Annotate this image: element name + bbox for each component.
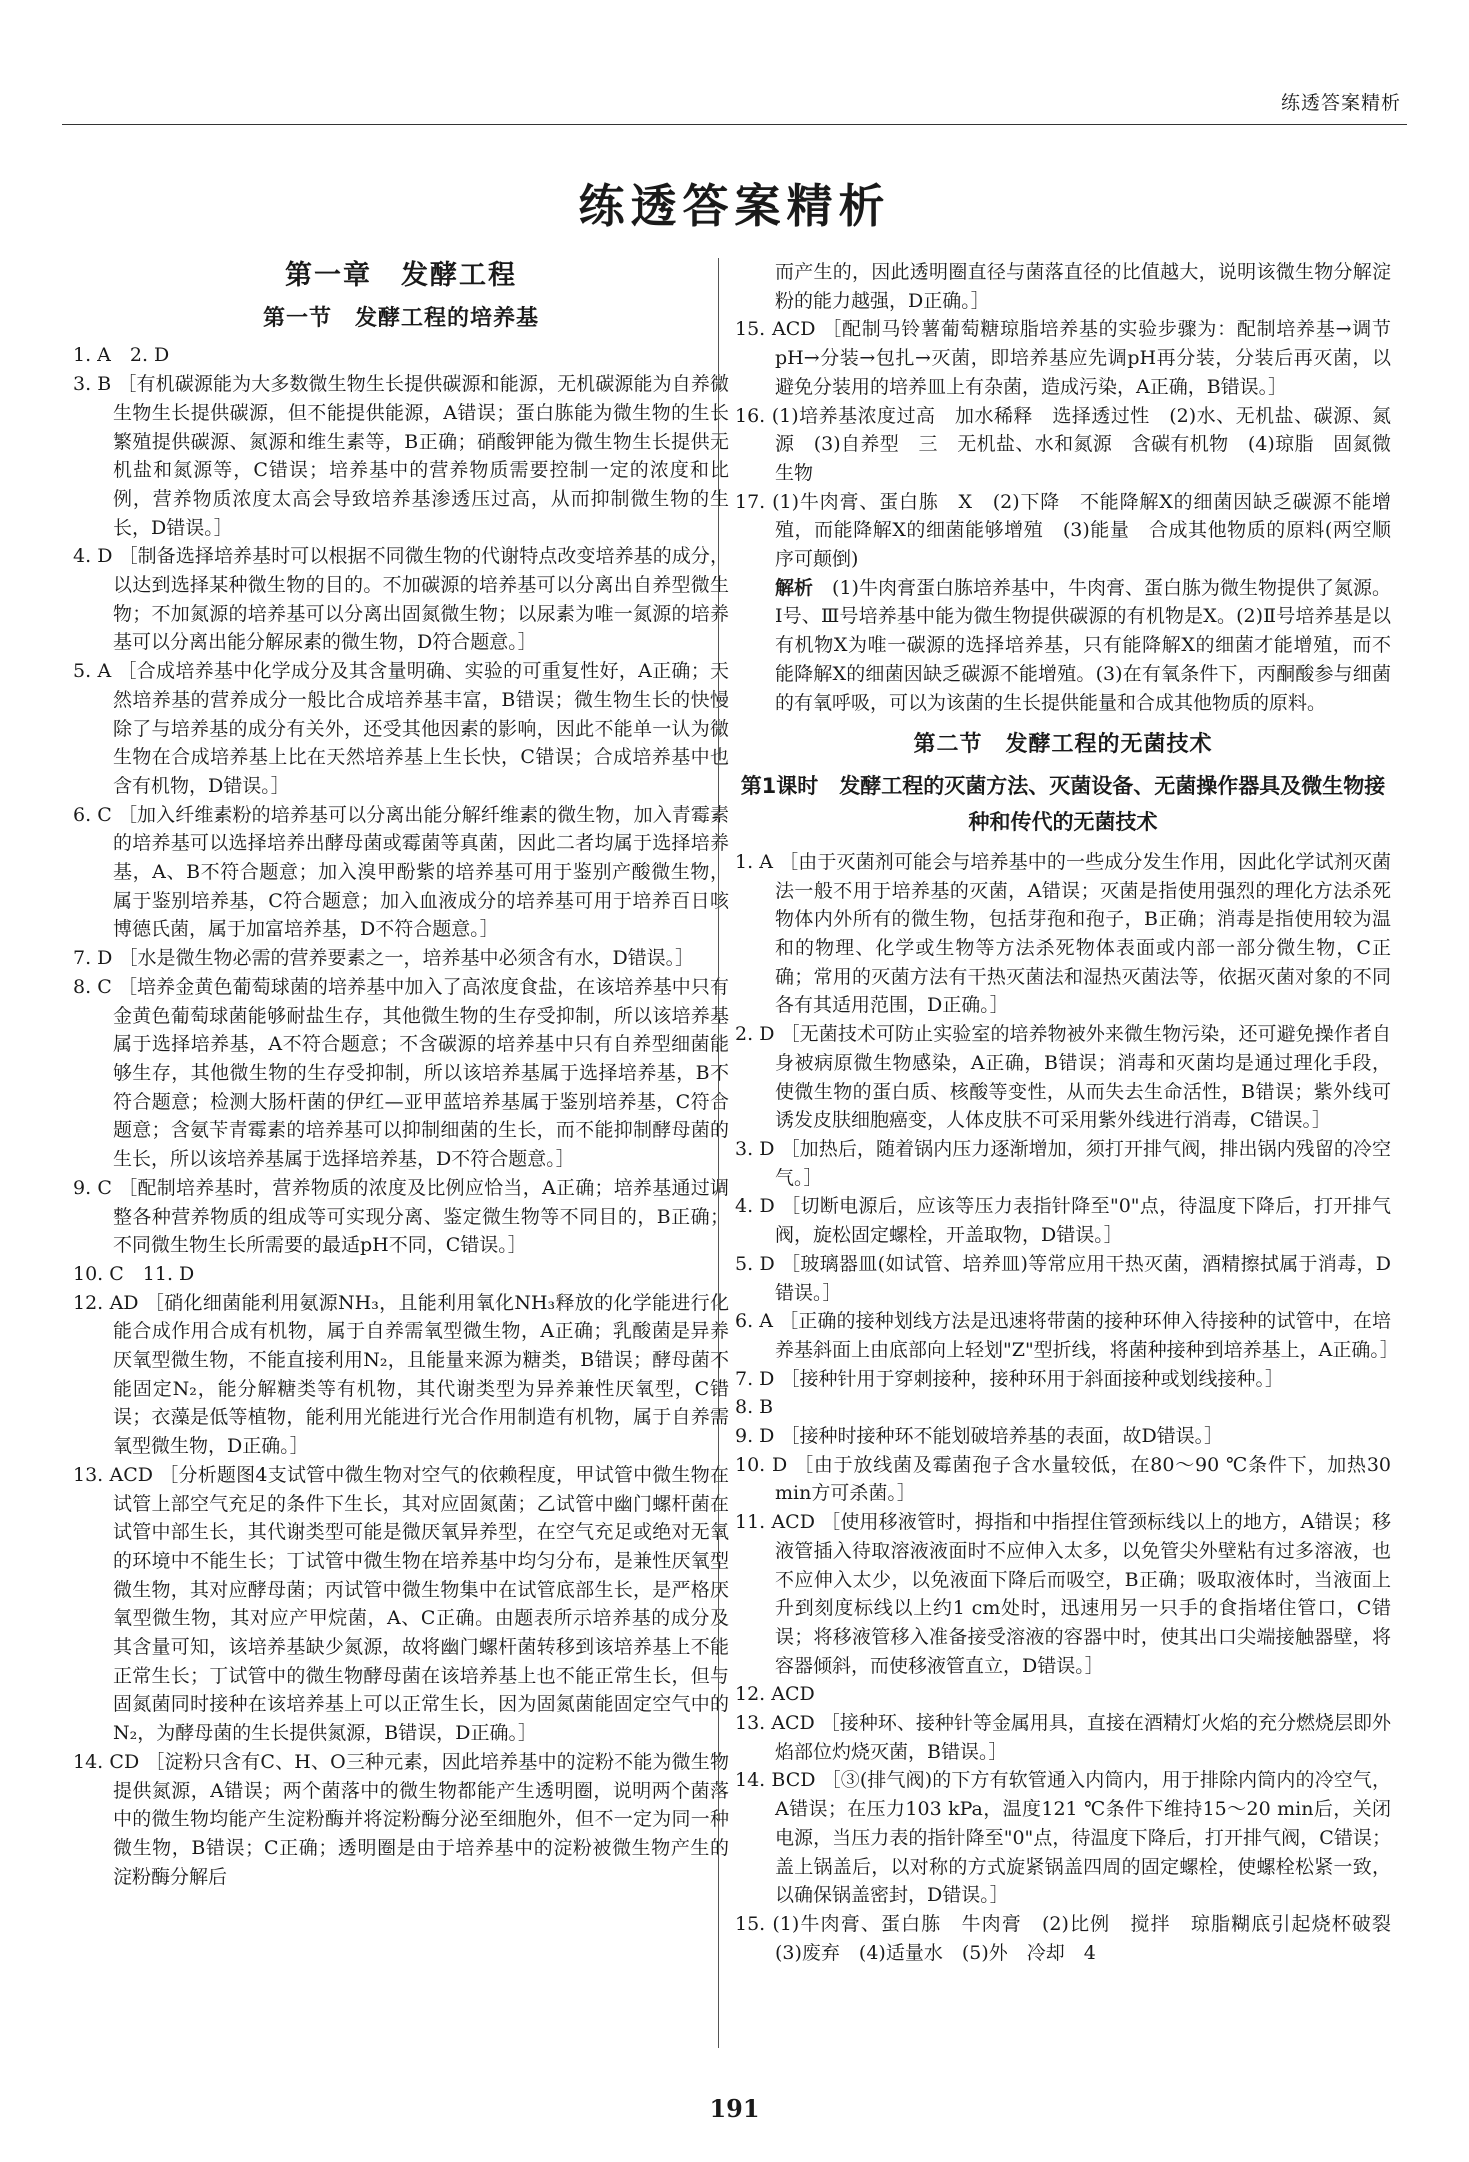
answer-item: 3. B ［有机碳源能为大多数微生物生长提供碳源和能源，无机碳源能为自养微生物生长提供碳源，但不能提供能源，A错误；蛋白胨能为微生物的生长繁殖提供碳源、氮源和维生素等，B正确；硝酸钾能为微生物生长提供无机盐和氮源等，C错误；培养基中的营养物质需要控制一定的浓度和比例，营养物质浓度太高会导致培养基渗透压过高，从而抑制微生物的生长，D错误。］: [73, 373, 729, 539]
answer-item: 1. A ［由于灭菌剂可能会与培养基中的一些成分发生作用，因此化学试剂灭菌法一般不用于培养基的灭菌，A错误；灭菌是指使用强烈的理化方法杀死物体内外所有的微生物，包括芽孢和孢子，B正确；消毒是指使用较为温和的物理、化学或生物等方法杀死物体表面或内部一部分微生物，C正确；常用的灭菌方法有干热灭菌法和湿热灭菌法等，依据灭菌对象的不同各有其适用范围，D正确。］: [735, 850, 1391, 1017]
answer-continuation: 而产生的，因此透明圈直径与菌落直径的比值越大，说明该微生物分解淀粉的能力越强，D正确。］: [775, 261, 1391, 312]
answer-item: 10. D ［由于放线菌及霉菌孢子含水量较低，在80～90 ℃条件下，加热30 min方可杀菌。］: [735, 1453, 1391, 1505]
analysis-paragraph: [735, 574, 1391, 718]
analysis-label: 解析: [775, 576, 814, 599]
answer-item: 5. A ［合成培养基中化学成分及其含量明确、实验的可重复性好，A正确；天然培养基的营养成分一般比合成培养基丰富，B错误；微生物生长的快慢除了与培养基的成分有关外，还受其他因素的影响，因此不能单一认为微生物在合成培养基上比在天然培养基上生长快，C错误；合成培养基中也含有机物，D错误。］: [73, 660, 729, 797]
analysis-text: (1)牛肉膏蛋白胨培养基中，牛肉膏、蛋白胨为微生物提供了氮源。Ⅰ号、Ⅲ号培养基中能为微生物提供碳源的有机物是X。(2)Ⅱ号培养基是以有机物X为唯一碳源的选择培养基，只有能降解X的细菌才能增殖，而不能降解X的细菌因缺乏碳源不能增殖。(3)在有氧条件下，丙酮酸参与细菌的有氧呼吸，可以为该菌的生长提供能量和合成其他物质的原料。: [775, 576, 1391, 714]
answer-item: 11. ACD ［使用移液管时，拇指和中指捏住管颈标线以上的地方，A错误；移液管插入待取溶液液面时不应伸入太多，以免管尖外壁粘有过多溶液，也不应伸入太少，以免液面下降后而吸空，B正确；吸取液体时，当液面上升到刻度标线以上约1 cm处时，迅速用另一只手的食指堵住管口，C错误；将移液管移入准备接受溶液的容器中时，使其出口尖端接触器壁，将容器倾斜，而使移液管直立，D错误。］: [735, 1511, 1391, 1677]
answer-item: 6. C ［加入纤维素粉的培养基可以分离出能分解纤维素的微生物，加入青霉素的培养基可以选择培养出酵母菌或霉菌等真菌，因此二者均属于选择培养基，A、B不符合题意；加入溴甲酚紫的培养基可用于鉴别产酸微生物，属于鉴别培养基，C符合题意；加入血液成分的培养基可用于培养百日咳博德氏菌，属于加富培养基，D不符合题意。］: [73, 803, 729, 941]
answer-item: 7. D ［水是微生物必需的营养要素之一，培养基中必须含有水，D错误。］: [73, 947, 695, 970]
answer-item: 6. A ［正确的接种划线方法是迅速将带菌的接种环伸入待接种的试管中，在培养基斜面上由底部向上轻划"Z"型折线，将菌种接种到培养基上，A正确。］: [735, 1310, 1399, 1361]
answer-item: 10. C 11. D: [73, 1262, 195, 1285]
answer-item: 8. C ［培养金黄色葡萄球菌的培养基中加入了高浓度食盐，在该培养基中只有金黄色葡萄球菌能够耐盐生存，其他微生物的生存受抑制，所以该培养基属于选择培养基，A不符合题意；不含碳源的培养基中只有自养型细菌能够生存，其他微生物的生存受抑制，所以该培养基属于选择培养基，B不符合题意；检测大肠杆菌的伊红—亚甲蓝培养基属于鉴别培养基，C符合题意；含氨苄青霉素的培养基可以抑制细菌的生长，而不能抑制酵母菌的生长，所以该培养基属于选择培养基，D不符合题意。］: [73, 975, 729, 1171]
answer-item: 17. (1)牛肉膏、蛋白胨 X (2)下降 不能降解X的细菌因缺乏碳源不能增殖，而能降解X的细菌能够增殖 (3)能量 合成其他物质的原料(两空顺序可颠倒): [735, 490, 1391, 571]
answer-item: 16. (1)培养基浓度过高 加水稀释 选择透过性 (2)水、无机盐、碳源、氮源 (3)自养型 三 无机盐、水和氮源 含碳有机物 (4)琼脂 固氮微生物: [735, 404, 1391, 484]
column-divider: [718, 258, 719, 2048]
answer-item: 4. D ［制备选择培养基时可以根据不同微生物的代谢特点改变培养基的成分，以达到选择某种微生物的目的。不加碳源的培养基可以分离出自养型微生物；不加氮源的培养基可以分离出固氮微生物；以尿素为唯一氮源的培养基可以分离出能分解尿素的微生物，D符合题意。］: [73, 545, 729, 654]
answer-item: 12. AD ［硝化细菌能利用氨源NH₃，且能利用氧化NH₃释放的化学能进行化能合成作用合成有机物，属于自养需氧型微生物，A正确；乳酸菌是异养厌氧型微生物，不能直接利用N₂，且能量来源为糖类，B错误；酵母菌不能固定N₂，能分解糖类等有机物，其代谢类型为异养兼性厌氧型，C错误；衣藻是低等植物，能利用光能进行光合作用制造有机物，属于自养需氧型微生物，D正确。］: [73, 1291, 729, 1458]
answer-item: 14. BCD ［③(排气阀)的下方有软管通入内筒内，用于排除内筒内的冷空气，A错误；在压力103 kPa，温度121 ℃条件下维持15～20 min后，关闭电源，当压力表的指针降至"0"点，待温度下降后，打开排气阀，C错误；盖上锅盖后，以对称的方式旋紧锅盖四周的固定螺栓，使螺栓松紧一致，以确保锅盖密封，D错误。］: [735, 1769, 1391, 1907]
answer-item: 3. D ［加热后，随着锅内压力逐渐增加，须打开排气阀，排出锅内残留的冷空气。］: [735, 1137, 1391, 1189]
page-number: 191: [709, 2094, 760, 2123]
answer-item: 13. ACD ［分析题图4支试管中微生物对空气的依赖程度，甲试管中微生物在试管上部空气充足的条件下生长，其对应固氮菌；乙试管中幽门螺杆菌在试管中部生长，其代谢类型可能是微厌氧异养型，在空气充足或绝对无氧的环境中不能生长；丁试管中微生物在培养基中均匀分布，是兼性厌氧型微生物，其对应酵母菌；丙试管中微生物集中在试管底部生长，是严格厌氧型微生物，其对应产甲烷菌，A、C正确。由题表所示培养基的成分及其含量可知，该培养基缺少氮源，故将幽门螺杆菌转移到该培养基上不能正常生长；丁试管中的微生物酵母菌在该培养基上也不能正常生长，但与固氮菌同时接种在该培养基上可以正常生长，因为固氮菌能固定空气中的N₂，为酵母菌的生长提供氮源，B错误，D正确。］: [73, 1463, 729, 1745]
answer-item: 2. D ［无菌技术可防止实验室的培养物被外来微生物污染，还可避免操作者自身被病原微生物感染，A正确，B错误；消毒和灭菌均是通过理化手段，使微生物的蛋白质、核酸等变性，从而失去生命活性，B错误；紫外线可诱发皮肤细胞癌变，人体皮肤不可采用紫外线进行消毒，C错误。］: [735, 1023, 1391, 1132]
lesson-heading: 第1课时 发酵工程的灭菌方法、灭菌设备、无菌操作器具及微生物接种和传代的无菌技术: [740, 773, 1386, 834]
answer-item: 9. C ［配制培养基时，营养物质的浓度及比例应恰当，A正确；培养基通过调整各种营养物质的组成等可实现分离、鉴定微生物等不同目的，B正确；不同微生物生长所需要的最适pH不同，C错误。］: [73, 1176, 729, 1257]
answer-item: 8. B: [735, 1396, 774, 1419]
answer-item: 5. D ［玻璃器皿(如试管、培养皿)等常应用干热灭菌，酒精擦拭属于消毒，D错误。］: [735, 1252, 1391, 1304]
chapter-heading: 第一章 发酵工程: [285, 260, 517, 291]
page-title: 练透答案精析: [578, 179, 891, 233]
answer-item: 1. A 2. D: [73, 344, 170, 367]
answer-item: 4. D ［切断电源后，应该等压力表指针降至"0"点，待温度下降后，打开排气阀，旋松固定螺栓，开盖取物，D错误。］: [735, 1195, 1391, 1247]
answer-item: 7. D ［接种针用于穿刺接种，接种环用于斜面接种或划线接种。］: [735, 1367, 1284, 1390]
running-header: 练透答案精析: [1280, 92, 1401, 114]
answer-item: 13. ACD ［接种环、接种针等金属用具，直接在酒精灯火焰的充分燃烧层即外焰部位灼烧灭菌，B错误。］: [735, 1712, 1391, 1763]
answer-item: 9. D ［接种时接种环不能划破培养基的表面，故D错误。］: [735, 1425, 1224, 1448]
header-rule: [62, 124, 1407, 125]
answer-item: 15. ACD ［配制马铃薯葡萄糖琼脂培养基的实验步骤为：配制培养基→调节pH→分装→包扎→灭菌，即培养基应先调pH再分装，分装后再灭菌，以避免分装用的培养皿上有杂菌，造成污染，A正确，B错误。］: [735, 318, 1391, 398]
section-heading: 第二节 发酵工程的无菌技术: [913, 732, 1213, 758]
right-column: [735, 258, 1411, 1967]
answer-item: 14. CD ［淀粉只含有C、H、O三种元素，因此培养基中的淀粉不能为微生物提供氮源，A错误；两个菌落中的微生物都能产生透明圈，说明两个菌落中的微生物均能产生淀粉酶并将淀粉酶分泌至细胞外，但不一定为同一种微生物，B错误；C正确；透明圈是由于培养基中的淀粉被微生物产生的淀粉酶分解后: [73, 1750, 729, 1888]
answer-item: 12. ACD: [735, 1683, 815, 1706]
left-column: [73, 258, 729, 1891]
section-heading: 第一节 发酵工程的培养基: [262, 305, 539, 331]
answer-item: 15. (1)牛肉膏、蛋白胨 牛肉膏 (2)比例 搅拌 琼脂糊底引起烧杯破裂 (3)废弃 (4)适量水 (5)外 冷却 4: [735, 1912, 1411, 1964]
